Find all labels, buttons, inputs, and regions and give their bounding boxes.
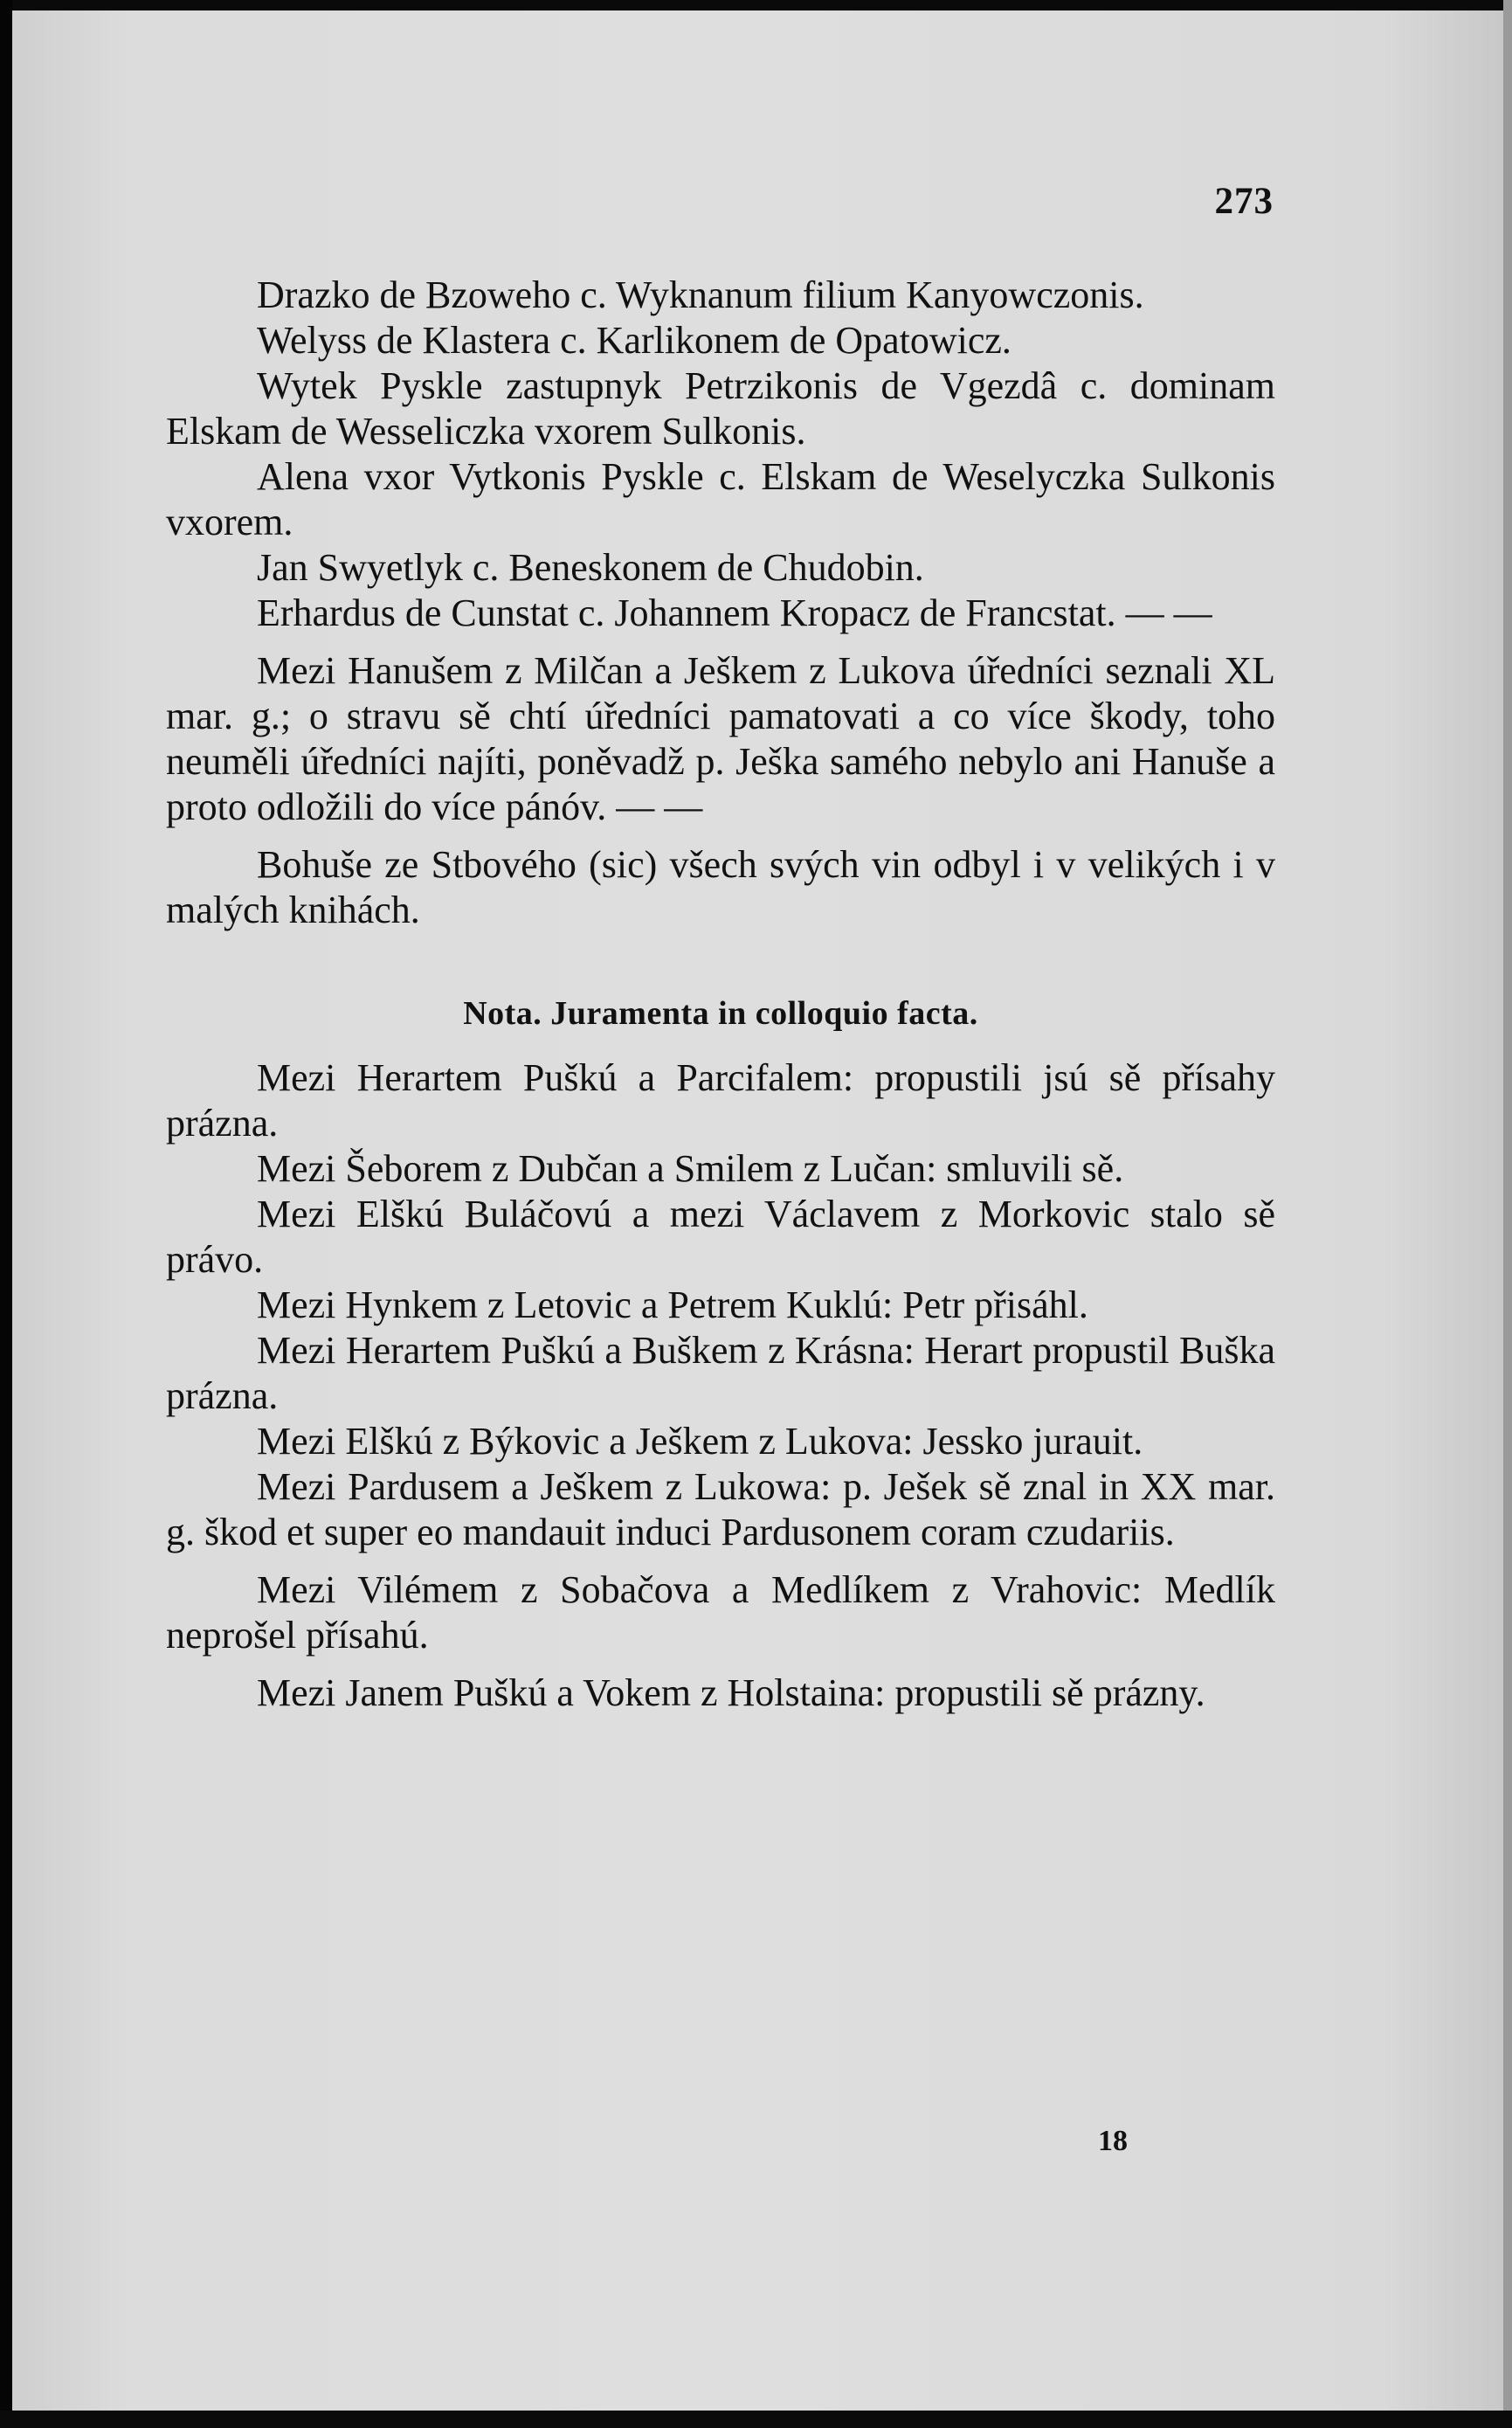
paragraph: Mezi Hynkem z Letovic a Petrem Kuklú: Petr přisáhl. [257, 1283, 1088, 1326]
paragraph: Bohuše ze Stbového (sic) všech svých vin odbyl i v velikých i v malých knihách. [166, 843, 1275, 931]
paragraph: Drazko de Bzoweho c. Wyknanum filium Kanyowczonis. [257, 273, 1144, 316]
book-page [12, 10, 1503, 2411]
paragraph: Mezi Elškú z Býkovic a Ješkem z Lukova: Jessko jurauit. [257, 1420, 1143, 1463]
scan-edge-top [0, 0, 1512, 10]
paragraph: Alena vxor Vytkonis Pyskle c. Elskam de Weselyczka Sulkonis vxorem. [166, 455, 1275, 543]
paragraph: Mezi Elškú Buláčovú a mezi Václavem z Morkovic stalo sě právo. [166, 1193, 1275, 1281]
text-block [166, 273, 1275, 1716]
page-number: 273 [1214, 181, 1274, 222]
paragraph: Mezi Janem Puškú a Vokem z Holstaina: propustili sě prázny. [257, 1671, 1205, 1714]
paragraph: Jan Swyetlyk c. Beneskonem de Chudobin. [257, 546, 924, 589]
scan-edge-bottom [0, 2411, 1512, 2428]
paragraph: Welyss de Klastera c. Karlikonem de Opatowicz. [257, 319, 1011, 362]
signature-mark: 18 [1098, 2125, 1128, 2157]
paragraph: Mezi Herartem Puškú a Buškem z Krásna: Herart propustil Buška prázna. [166, 1329, 1275, 1417]
paragraph: Mezi Hanušem z Milčan a Ješkem z Lukova úředníci seznali XL mar. g.; o stravu sě chtí úředníci pamatovati a co více škody, toho neuměli úředníci najíti, poněvadž p. Ješka samého nebylo ani Hanuše a proto odložili do více pánóv. — — [166, 649, 1275, 828]
section-heading: Nota. Juramenta in colloquio facta. [463, 995, 978, 1032]
paragraph: Mezi Vilémem z Sobačova a Medlíkem z Vrahovic: Medlík neprošel přísahú. [166, 1568, 1275, 1657]
paragraph: Wytek Pyskle zastupnyk Petrzikonis de Vgezdâ c. dominam Elskam de Wesseliczka vxorem Sulkonis. [166, 364, 1275, 453]
paragraph: Mezi Pardusem a Ješkem z Lukowa: p. Ješek sě znal in XX mar. g. škod et super eo mandauit induci Pardusonem coram czudariis. [166, 1465, 1275, 1553]
paragraph: Erhardus de Cunstat c. Johannem Kropacz de Francstat. — — [257, 591, 1212, 634]
paragraph: Mezi Herartem Puškú a Parcifalem: propustili jsú sě přísahy prázna. [166, 1056, 1275, 1145]
scan-edge-right [1503, 0, 1512, 2428]
scan-edge-left [0, 0, 12, 2428]
paragraph: Mezi Šeborem z Dubčan a Smilem z Lučan: smluvili sě. [257, 1147, 1124, 1190]
